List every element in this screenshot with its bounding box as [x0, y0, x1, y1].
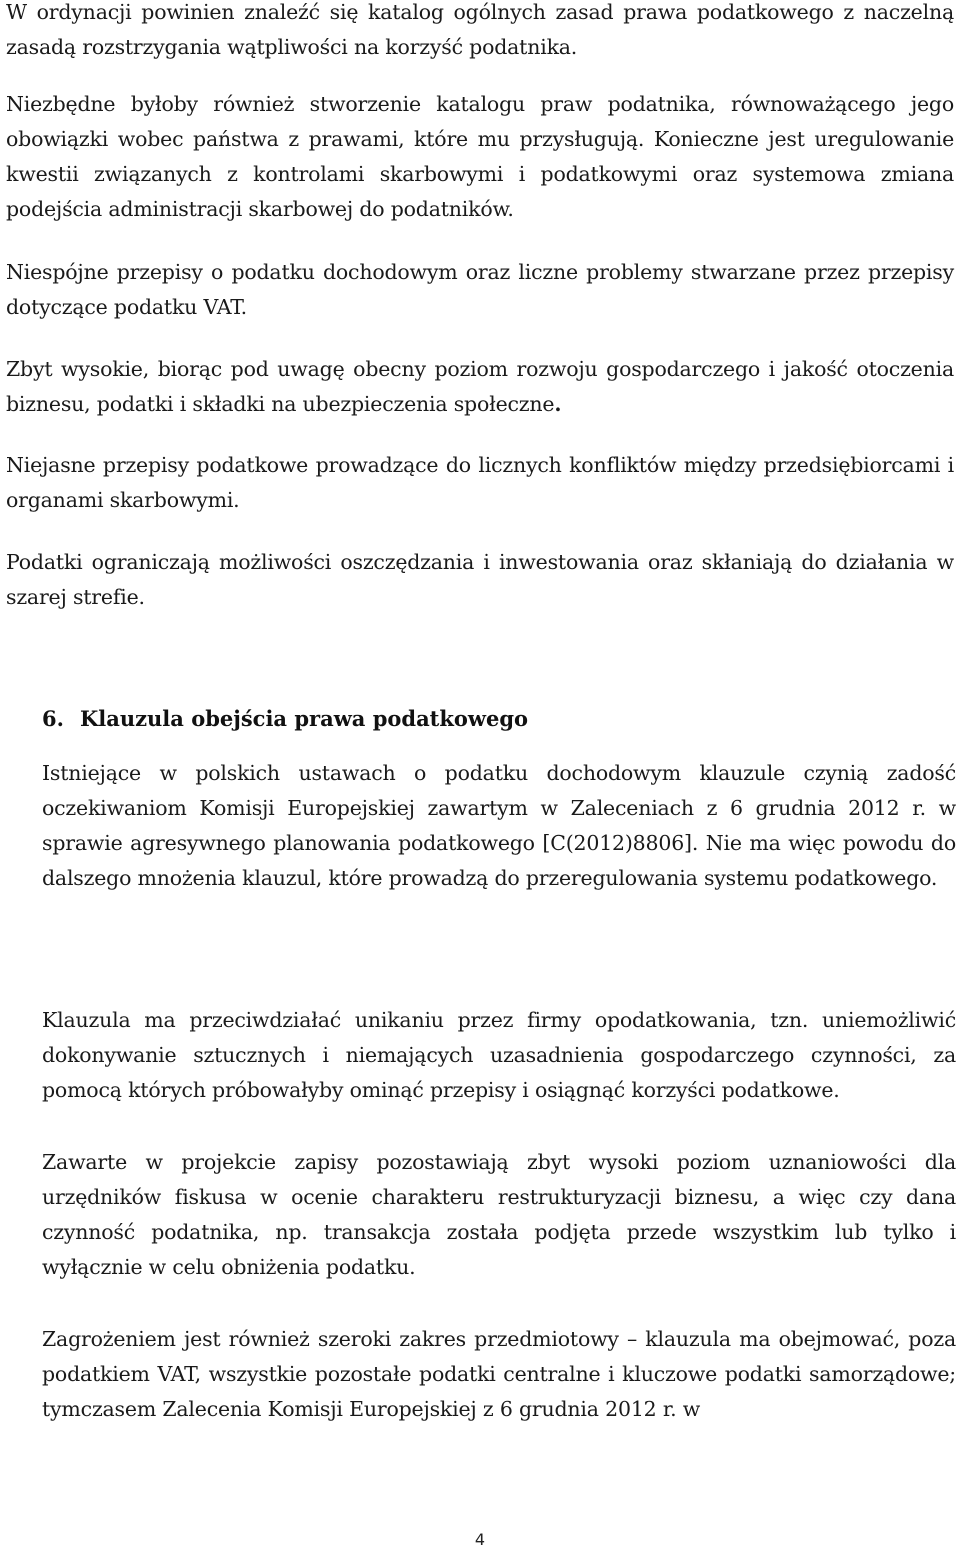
paragraph-wide-scope: Zagrożeniem jest również szeroki zakres przedmiotowy – klauzula ma obejmować, poza podatkiem VAT, wszystkie pozostałe podatki centralne i kluczowe podatki samorządowe; tymczasem Zalecenia Komisji Europejskiej z 6 grudnia 2012 r. w: [42, 1327, 956, 1421]
paragraph-savings-limits: Podatki ograniczają możliwości oszczędzania i inwestowania oraz skłaniają do działania w szarej strefie.: [6, 550, 954, 609]
paragraph-high-taxes-period: .: [554, 392, 562, 416]
paragraph-discretion: Zawarte w projekcie zapisy pozostawiają zbyt wysoki poziom uznaniowości dla urzędników fiskusa w ocenie charakteru restrukturyzacji biznesu, a więc czy dana czynność podatnika, np. transakcja została podjęta przede wszystkim lub tylko i wyłącznie w celu obniżenia podatku.: [42, 1150, 956, 1279]
page-number: 4: [474, 1530, 486, 1549]
section-heading: [42, 703, 528, 735]
paragraph-unclear-rules: Niejasne przepisy podatkowe prowadzące do licznych konfliktów między przedsiębiorcami i organami skarbowymi.: [6, 453, 954, 512]
section-number: 6.: [42, 706, 64, 731]
paragraph-existing-clauses: Istniejące w polskich ustawach o podatku dochodowym klauzule czynią zadość oczekiwaniom Komisji Europejskiej zawartym w Zaleceniach z 6 grudnia 2012 r. w sprawie agresywnego planowania podatkowego [C(2012)8806]. Nie ma więc powodu do dalszego mnożenia klauzul, które prowadzą do przeregulowania systemu podatkowego.: [42, 761, 956, 890]
paragraph-clause-purpose: Klauzula ma przeciwdziałać unikaniu przez firmy opodatkowania, tzn. uniemożliwić dokonywanie sztucznych i niemających uzasadnienia gospodarczego czynności, za pomocą których próbowałyby ominąć przepisy i osiągnąć korzyści podatkowe.: [42, 1008, 956, 1102]
section-title: Klauzula obejścia prawa podatkowego: [80, 706, 529, 731]
paragraph-high-taxes-text: Zbyt wysokie, biorąc pod uwagę obecny poziom rozwoju gospodarczego i jakość otoczenia biznesu, podatki i składki na ubezpieczenia społeczne: [6, 357, 954, 416]
paragraph-high-taxes: [6, 352, 954, 422]
paragraph-taxpayer-rights: Niezbędne byłoby również stworzenie katalogu praw podatnika, równoważącego jego obowiązki wobec państwa z prawami, które mu przysługują. Konieczne jest uregulowanie kwestii związanych z kontrolami skarbowymi i podatkowymi oraz systemowa zmiana podejścia administracji skarbowej do podatników.: [6, 92, 954, 221]
paragraph-tax-principles: W ordynacji powinien znaleźć się katalog ogólnych zasad prawa podatkowego z naczelną zasadą rozstrzygania wątpliwości na korzyść podatnika.: [6, 0, 954, 59]
paragraph-inconsistent-rules: Niespójne przepisy o podatku dochodowym oraz liczne problemy stwarzane przez przepisy dotyczące podatku VAT.: [6, 260, 954, 319]
